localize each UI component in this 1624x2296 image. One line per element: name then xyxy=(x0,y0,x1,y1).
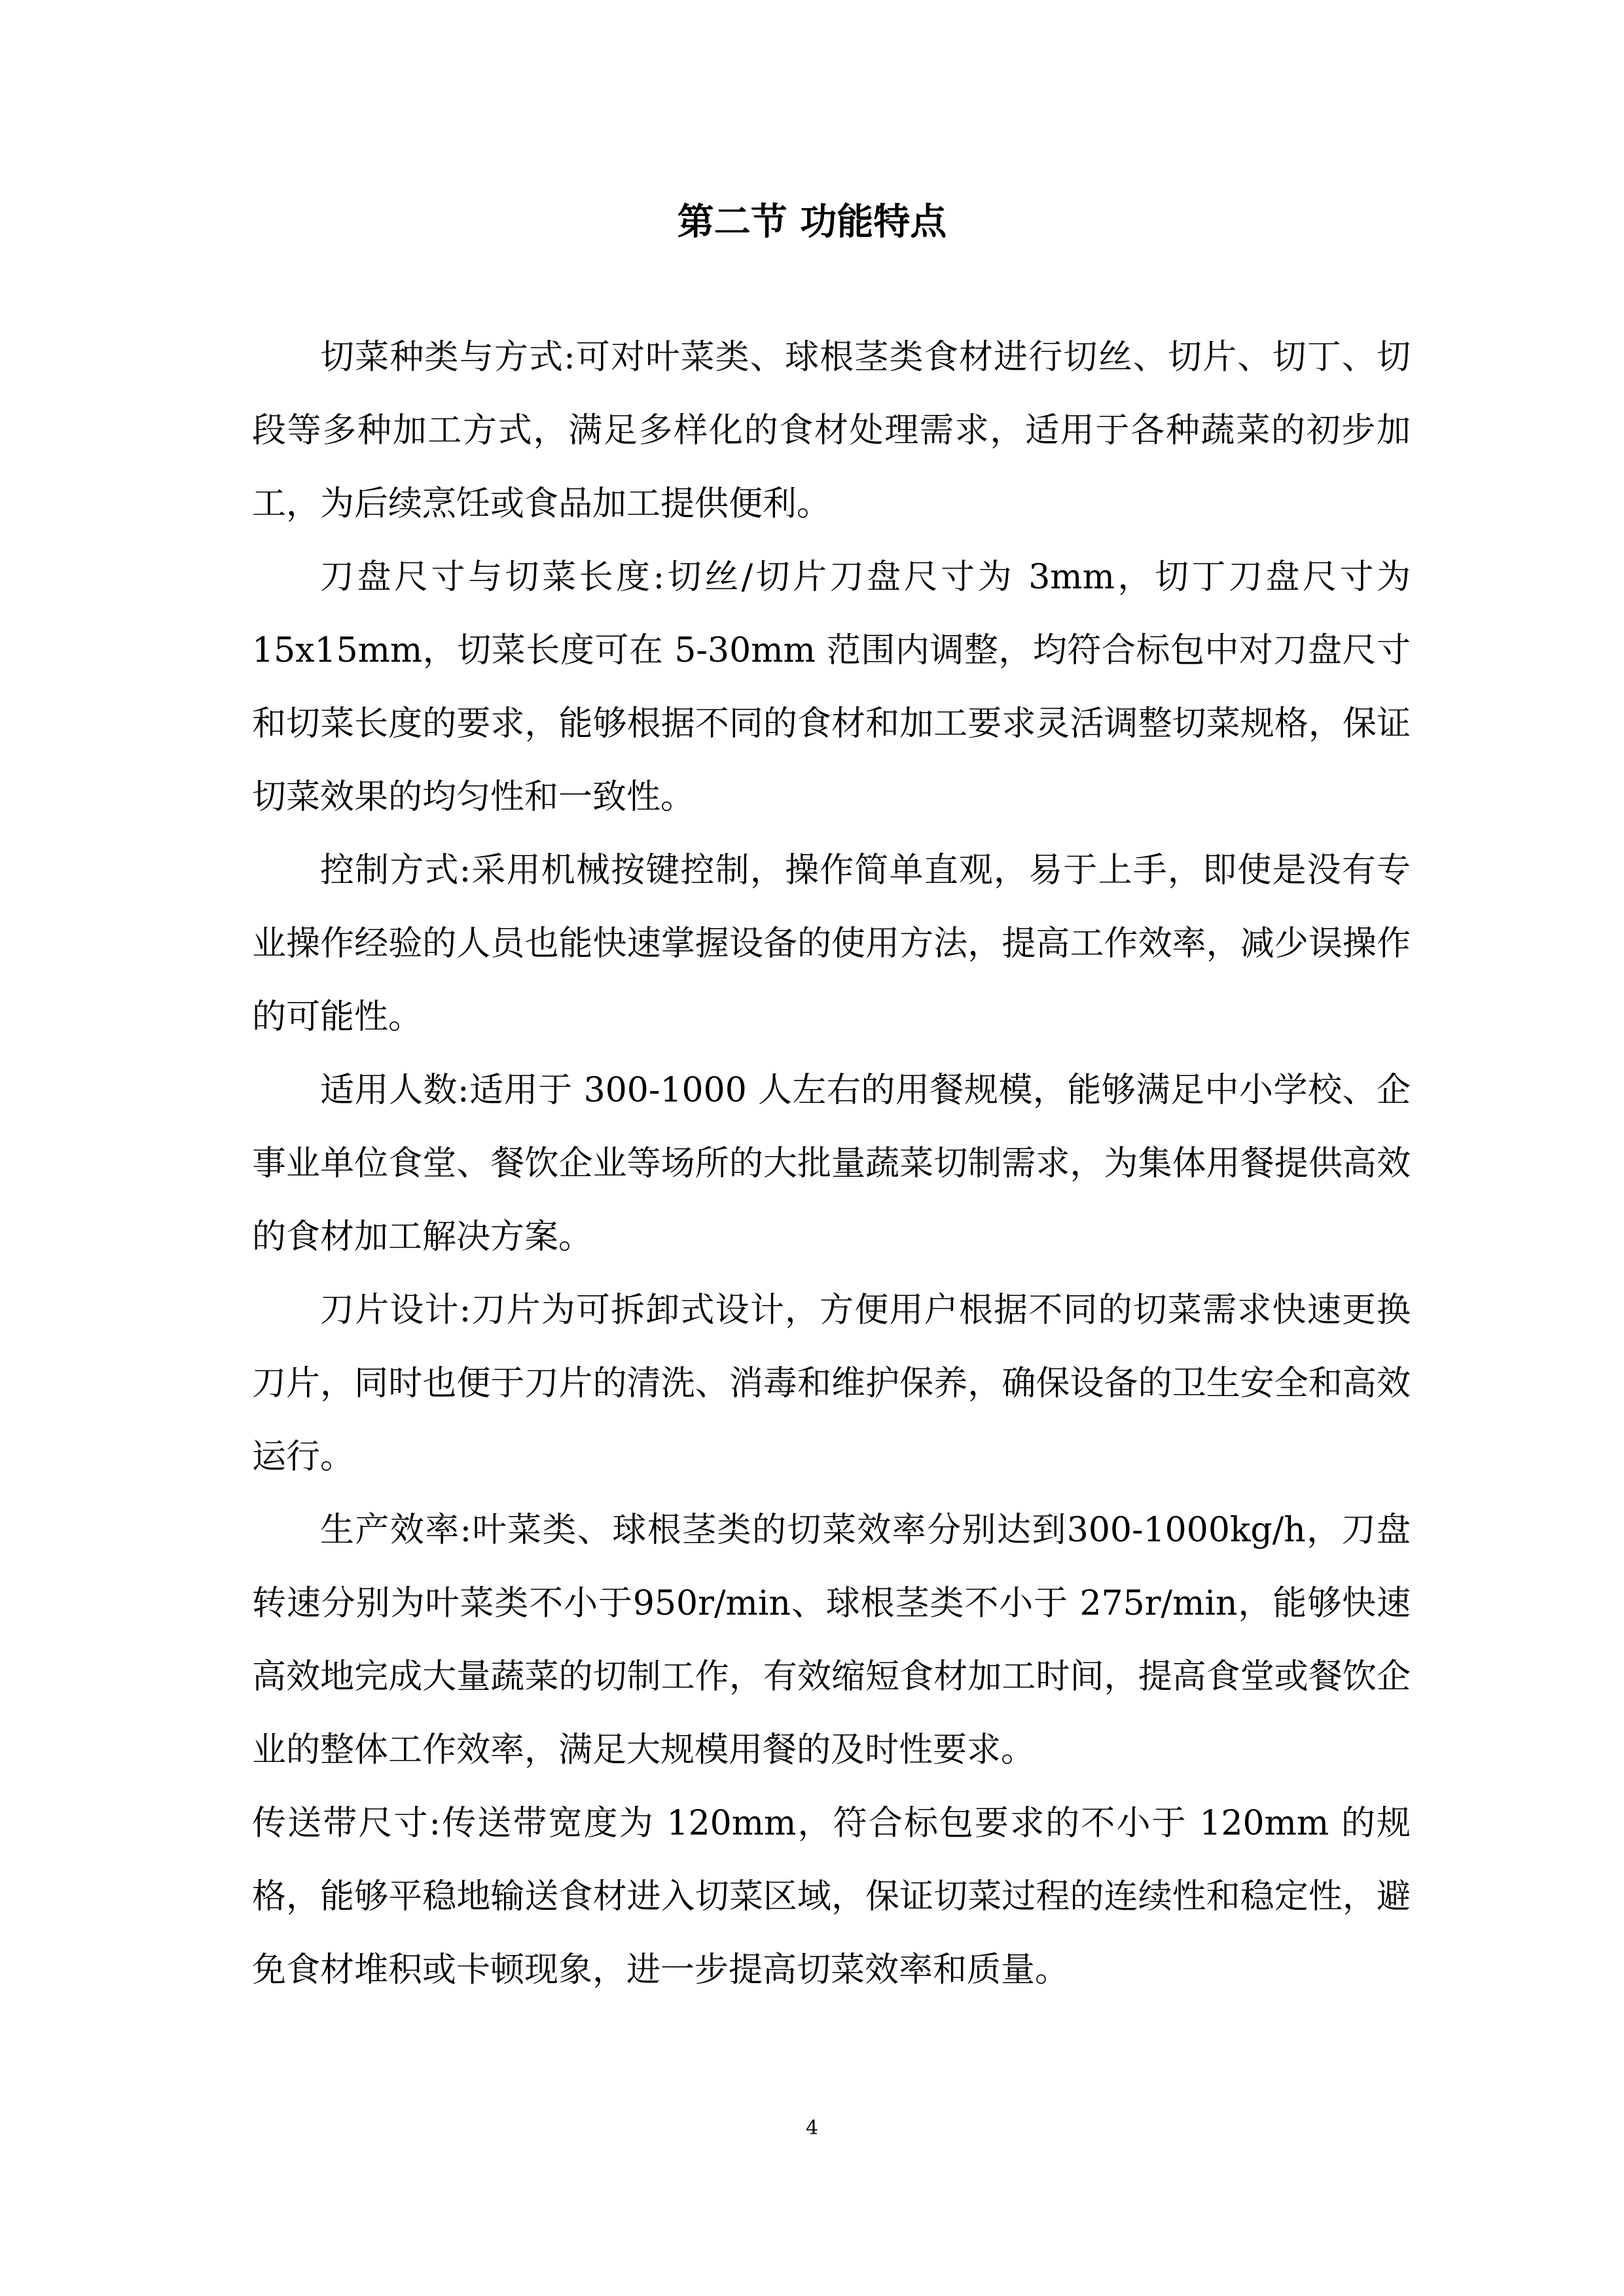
paragraph-blade-design: 刀片设计:刀片为可拆卸式设计，方便用户根据不同的切菜需求快速更换刀片，同时也便于刀片的清洗、消毒和维护保养，确保设备的卫生安全和高效运行。 xyxy=(252,1291,1411,1477)
paragraph-applicable-users: 适用人数:适用于 300-1000 人左右的用餐规模，能够满足中小学校、企事业单位食堂、餐饮企业等场所的大批量蔬菜切制需求，为集体用餐提供高效的食材加工解决方案。 xyxy=(252,1071,1411,1257)
paragraph-cutting-types: 切菜种类与方式:可对叶菜类、球根茎类食材进行切丝、切片、切丁、切段等多种加工方式，满足多样化的食材处理需求，适用于各种蔬菜的初步加工，为后续烹饪或食品加工提供便利。 xyxy=(252,338,1411,524)
paragraph-control-method: 控制方式:采用机械按键控制，操作简单直观，易于上手，即使是没有专业操作经验的人员也能快速掌握设备的使用方法，提高工作效率，减少误操作的可能性。 xyxy=(252,851,1411,1037)
section-heading: 第二节 功能特点 xyxy=(677,201,947,243)
paragraph-production-efficiency: 生产效率:叶菜类、球根茎类的切菜效率分别达到300-1000kg/h，刀盘转速分别为叶菜类不小于950r/min、球根茎类不小于 275r/min，能够快速高效地完成大量蔬菜的切制工作，有效缩短食材加工时间，提高食堂或餐饮企业的整体工作效率，满足大规模用餐的及时性要求。 xyxy=(252,1511,1411,1770)
paragraph-conveyor-size: 传送带尺寸:传送带宽度为 120mm，符合标包要求的不小于 120mm 的规格，能够平稳地输送食材进入切菜区域，保证切菜过程的连续性和稳定性，避免食材堆积或卡顿现象，进一步提高切菜效率和质量。 xyxy=(252,1804,1411,1990)
paragraph-blade-size: 刀盘尺寸与切菜长度:切丝/切片刀盘尺寸为 3mm，切丁刀盘尺寸为 15x15mm，切菜长度可在 5-30mm 范围内调整，均符合标包中对刀盘尺寸和切菜长度的要求，能够根据不同的食材和加工要求灵活调整切菜规格，保证切菜效果的均匀性和一致性。 xyxy=(252,558,1411,817)
body-text xyxy=(252,321,1411,2007)
page-number: 4 xyxy=(805,2117,819,2140)
